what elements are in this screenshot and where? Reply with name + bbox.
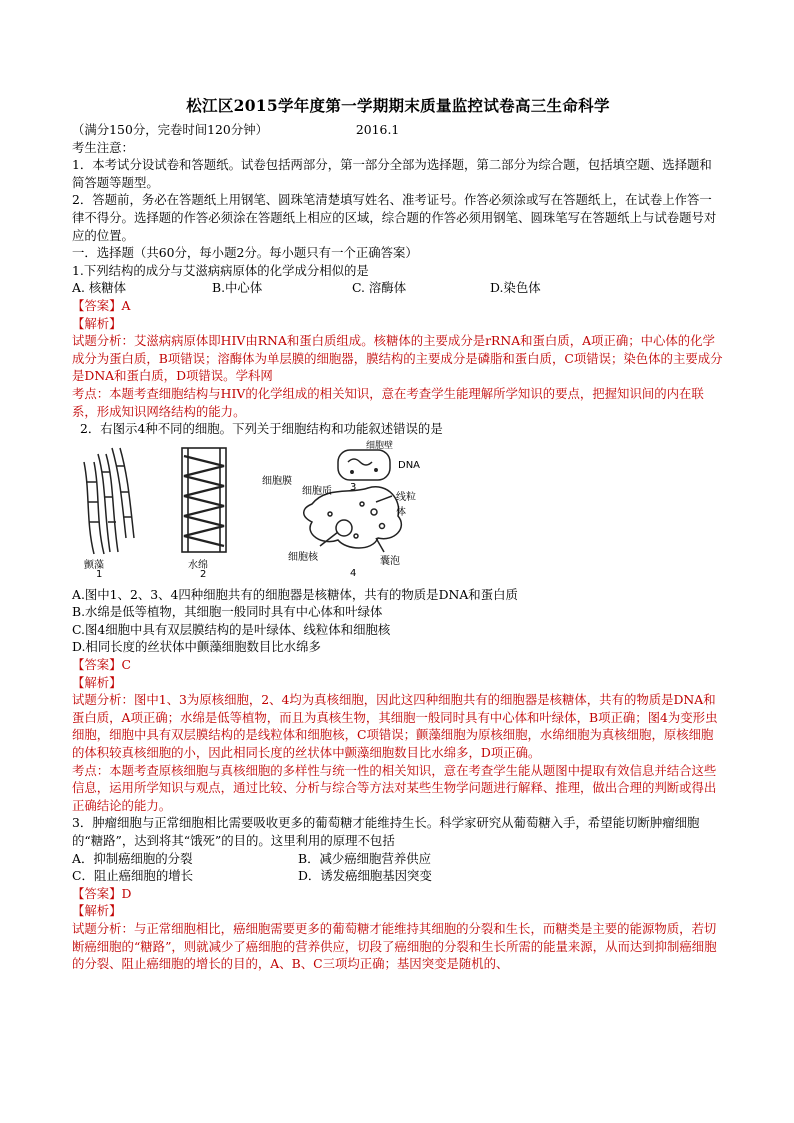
q2-point: 考点：本题考查原核细胞与真核细胞的多样性与统一性的相关知识，意在考查学生能从题图中提取有效信息并结合这些信息，运用所学知识与观点，通过比较、分析与综合等方法对某些生物学问题进行解释、推理，做出合理的判断或得出正确结论的能力。 [72, 762, 717, 813]
q1-option-b: B.中心体 [212, 280, 263, 296]
cell-3-bacterium [338, 450, 390, 480]
label-cell-1: 颤藻 [84, 559, 104, 571]
q3-answer: 【答案】D [72, 885, 132, 901]
notice-2: 2．答题前，务必在答题纸上用钢笔、圆珠笔清楚填写姓名、准考证号。作答必须涂或写在答题纸上，在试卷上作答一律不得分。选择题的作答必须涂在答题纸上相应的区域，综合题的作答必须用钢笔、圆珠笔写在答题纸上与试卷题号对应的位置。 [72, 192, 717, 243]
q2-stem: 2．右图示4种不同的细胞。下列关于细胞结构和功能叙述错误的是 [80, 421, 443, 437]
q3-options-row1 [72, 850, 724, 868]
q3-analysis: 试题分析：与正常细胞相比，癌细胞需要更多的葡萄糖才能维持其细胞的分裂和生长，而糖类是主要的能源物质，若切断癌细胞的“糖路”，则就减少了癌细胞的营养供应，切段了癌细胞的分裂和生长所需的能量来源，从而达到抑制癌细胞的分裂、阻止癌细胞的增长的目的，A、B、C三项均正确；基因突变是随机的、 [72, 920, 717, 972]
exam-date: 2016.1 [355, 122, 400, 137]
document-page [72, 94, 724, 973]
q3-option-c: C．阻止癌细胞的增长 [72, 868, 193, 884]
notice-1: 1．本考试分设试卷和答题纸。试卷包括两部分，第一部分全部为选择题，第二部分为综合题，包括填空题、选择题和简答题等题型。 [72, 157, 712, 190]
q1-answer: 【答案】A [72, 297, 131, 313]
number-cell-3: 3 [350, 481, 357, 493]
number-cell-2: 2 [200, 568, 207, 580]
label-nucleus: 细胞核 [288, 551, 318, 563]
label-dna: DNA [398, 459, 421, 471]
number-cell-1: 1 [96, 568, 103, 580]
label-vesicle: 囊泡 [380, 555, 400, 567]
page-title: 松江区2015学年度第一学期期末质量监控试卷高三生命科学 [186, 96, 610, 115]
q1-analysis-tag: 【解析】 [72, 315, 122, 331]
q1-point: 考点：本题考查细胞结构与HIV的化学组成的相关知识，意在考查学生能理解所学知识的要点，把握知识间的内在联系，形成知识网络结构的能力。 [72, 385, 704, 419]
label-membrane: 细胞膜 [262, 475, 292, 487]
q1-analysis: 试题分析：艾滋病病原体即HIV由RNA和蛋白质组成。核糖体的主要成分是rRNA和蛋白质，A项正确；中心体的化学成分为蛋白质，B项错误；溶酶体为单层膜的细胞器，膜结构的主要成分是磷脂和蛋白质，C项错误；染色体的主要成分是DNA和蛋白质，D项错误。学科网 [72, 333, 723, 384]
q1-options [72, 279, 724, 297]
cell-2-spirogyra [182, 448, 226, 552]
q2-option-a: A.图中1、2、3、4四种细胞共有的细胞器是核糖体，共有的物质是DNA和蛋白质 [72, 586, 518, 602]
q2-option-b: B.水绵是低等植物，其细胞一般同时具有中心体和叶绿体 [72, 604, 383, 620]
q1-option-d: D.染色体 [490, 280, 541, 296]
label-mitochondria: 线粒体 [396, 491, 416, 518]
q1-option-c: C. 溶酶体 [352, 280, 407, 296]
label-cell-wall: 细胞壁 [366, 440, 394, 451]
q2-answer: 【答案】C [72, 657, 132, 673]
q3-analysis-tag: 【解析】 [72, 903, 122, 919]
subtitle-row [72, 121, 724, 139]
cell-drawings [76, 442, 416, 582]
cell-1-filaments [84, 448, 134, 554]
section-heading: 一．选择题（共60分，每小题2分。每小题只有一个正确答案） [72, 245, 418, 261]
q3-option-d: D．诱发癌细胞基因突变 [298, 868, 432, 884]
q3-stem: 3．肿瘤细胞与正常细胞相比需要吸收更多的葡萄糖才能维持生长。科学家研究从葡萄糖入手，希望能切断肿瘤细胞的“糖路”，达到将其“饿死”的目的。这里利用的原理不包括 [72, 815, 700, 848]
exam-info: （满分150分，完卷时间120分钟） [72, 122, 268, 137]
notice-heading: 考生注意： [72, 139, 134, 155]
q2-option-c: C.图4细胞中具有双层膜结构的是叶绿体、线粒体和细胞核 [72, 621, 391, 637]
q2-analysis: 试题分析：图中1、3为原核细胞，2、4均为真核细胞，因此这四种细胞共有的细胞器是核糖体，共有的物质是DNA和蛋白质，A项正确；水绵是低等植物，而且为真核生物，其细胞一般同时具有中心体和叶绿体，B项正确；图4为变形虫细胞，细胞中具有双层膜结构的是线粒体和细胞核，C项错误；颤藻细胞为原核细胞，水绵细胞为真核细胞，原核细胞的体积较真核细胞的小，因此相同长度的丝状体中颤藻细胞数目比水绵多，D项正确。 [72, 692, 718, 761]
q3-option-b: B．减少癌细胞营养供应 [298, 850, 432, 866]
cell-figure [76, 440, 421, 582]
q3-options-row2 [72, 867, 724, 885]
q3-option-a: A．抑制癌细胞的分裂 [72, 850, 193, 866]
q2-analysis-tag: 【解析】 [72, 674, 122, 690]
label-cell-2: 水绵 [188, 559, 208, 571]
q1-option-a: A. 核糖体 [72, 280, 126, 296]
label-cytoplasm: 细胞质 [302, 485, 332, 497]
q2-option-d: D.相同长度的丝状体中颤藻细胞数目比水绵多 [72, 639, 321, 655]
number-cell-4: 4 [350, 567, 357, 579]
q1-stem: 1.下列结构的成分与艾滋病病原体的化学成分相似的是 [72, 262, 369, 278]
